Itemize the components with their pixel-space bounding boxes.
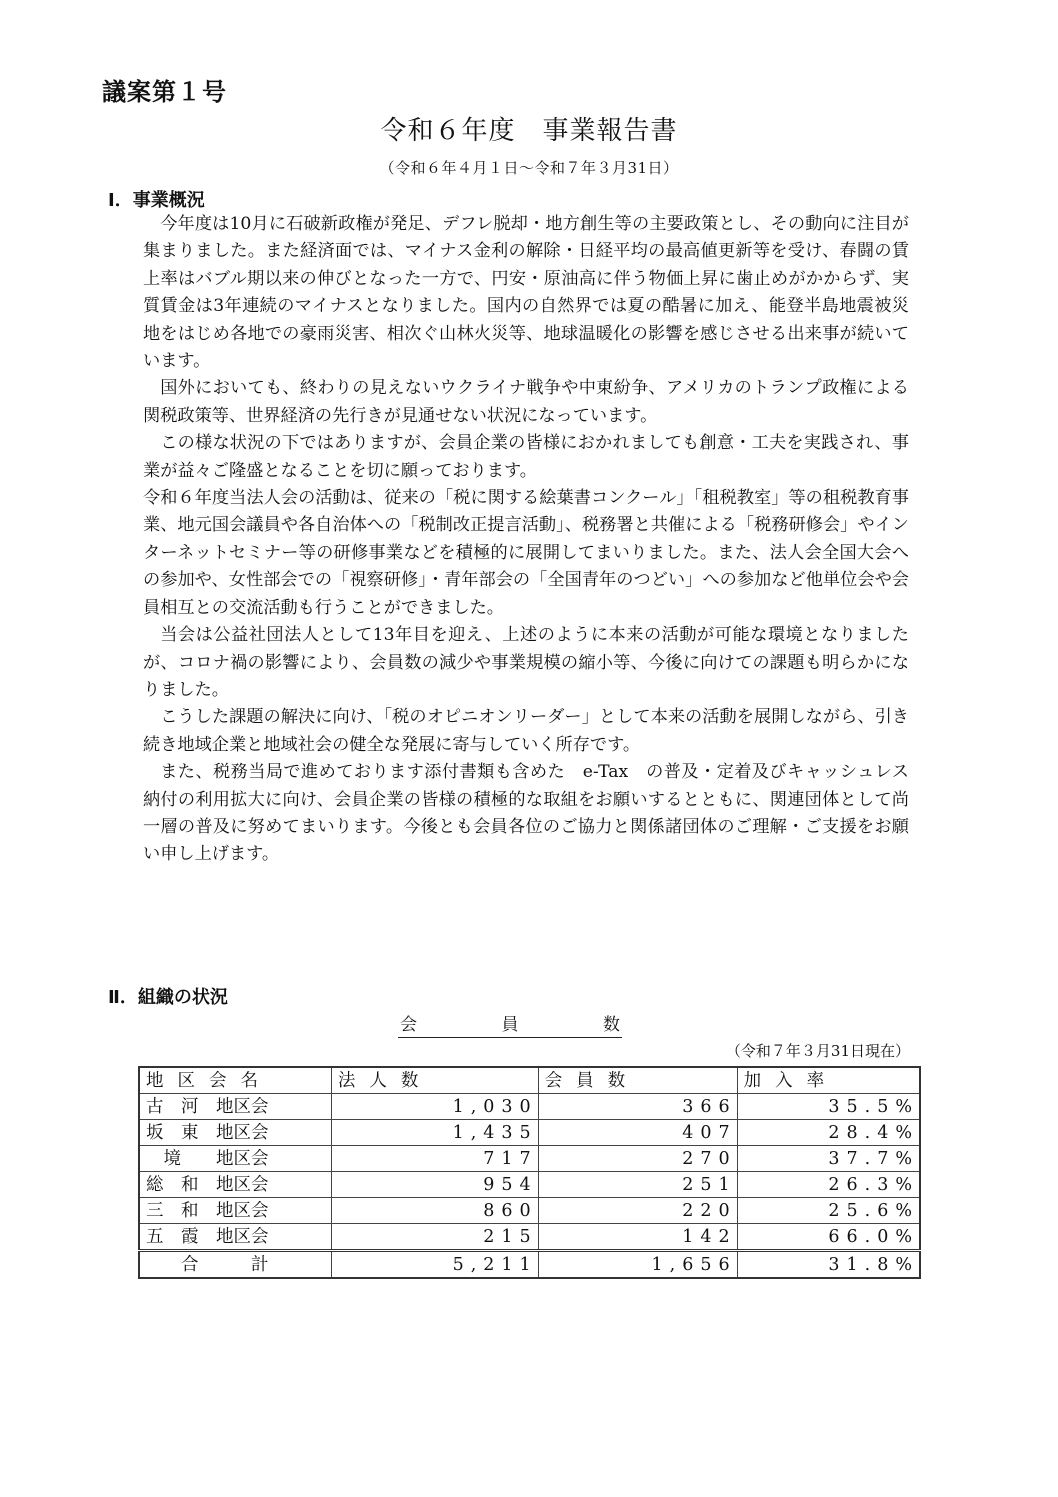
district-name: 五 霞 地区会: [139, 1224, 331, 1251]
members-count: 270: [538, 1146, 737, 1172]
membership-rate: 66.0%: [737, 1224, 920, 1251]
corporations-count: 860: [331, 1198, 538, 1224]
total-members: 1,656: [538, 1251, 737, 1279]
paragraph: また、税務当局で進めております添付書類も含めた e-Tax の普及・定着及びキャッシュレス納付の利用拡大に向け、会員企業の皆様の積極的な取組をお願いするとともに、関連団体として尚一層の普及に努めてまいります。今後とも会員各位のご協力と関係諸団体のご理解・ご支援をお願い申し上げます。: [143, 762, 909, 865]
district-name: 境 地区会: [139, 1146, 331, 1172]
header-corporations: 法人数: [331, 1067, 538, 1094]
membership-rate: 26.3%: [737, 1172, 920, 1198]
corporations-count: 215: [331, 1224, 538, 1251]
corporations-count: 1,030: [331, 1094, 538, 1120]
table-row: [139, 1094, 920, 1120]
corporations-count: 954: [331, 1172, 538, 1198]
table-row: [139, 1146, 920, 1172]
as-of-date: （令和７年３月31日現在）: [725, 1042, 910, 1060]
paragraph: 当会は公益社団法人として13年目を迎え、上述のように本来の活動が可能な環境となりましたが、コロナ禍の影響により、会員数の減少や事業規模の縮小等、今後に向けての課題も明らかになりました。: [143, 625, 909, 700]
report-period: （令和６年４月１日～令和７年３月31日）: [379, 159, 679, 177]
header-district: 地区会名: [139, 1067, 331, 1094]
district-name: 三 和 地区会: [139, 1198, 331, 1224]
district-name: 古 河 地区会: [139, 1094, 331, 1120]
membership-rate: 37.7%: [737, 1146, 920, 1172]
district-name: 総 和 地区会: [139, 1172, 331, 1198]
table-row: [139, 1172, 920, 1198]
section-heading-organization: Ⅱ．組織の状況: [108, 987, 228, 1008]
corporations-count: 1,435: [331, 1120, 538, 1146]
table-row: [139, 1224, 920, 1251]
table-row: [139, 1120, 920, 1146]
header-rate: 加入率: [737, 1067, 920, 1094]
agenda-number: 議案第１号: [102, 78, 227, 106]
table-title: [398, 1010, 622, 1038]
section-heading-business-overview: Ⅰ．事業概況: [108, 190, 205, 211]
paragraph: 令和６年度当法人会の活動は、従来の「税に関する絵葉書コンクール」「租税教室」等の租税教育事業、地元国会議員や各自治体への「税制改正提言活動」、税務署と共催による「税務研修会」やインターネットセミナー等の研修事業などを積極的に展開してまいりました。また、法人会全国大会への参加や、女性部会での「視察研修」・青年部会の「全国青年のつどい」への参加など他単位会や会員相互との交流活動も行うことができました。: [143, 488, 909, 618]
members-count: 251: [538, 1172, 737, 1198]
business-overview-body: [143, 211, 909, 869]
table-total-row: [139, 1251, 920, 1279]
paragraph: 今年度は10月に石破新政権が発足、デフレ脱却・地方創生等の主要政策とし、その動向に注目が集まりました。また経済面では、マイナス金利の解除・日経平均の最高値更新等を受け、春闘の賃上率はバブル期以来の伸びとなった一方で、円安・原油高に伴う物価上昇に歯止めがかからず、実質賃金は3年連続のマイナスとなりました。国内の自然界では夏の酷暑に加え、能登半島地震被災地をはじめ各地での豪雨災害、相次ぐ山林火災等、地球温暖化の影響を感じさせる出来事が続いています。: [143, 214, 909, 372]
district-name: 坂 東 地区会: [139, 1120, 331, 1146]
table-row: [139, 1198, 920, 1224]
header-members: 会員数: [538, 1067, 737, 1094]
members-count: 220: [538, 1198, 737, 1224]
paragraph: こうした課題の解決に向け、「税のオピニオンリーダー」として本来の活動を展開しながら、引き続き地域企業と地域社会の健全な発展に寄与していく所存です。: [143, 707, 909, 755]
table-header-row: [139, 1067, 920, 1094]
membership-table: [138, 1066, 921, 1279]
paragraph: 国外においても、終わりの見えないウクライナ戦争や中東紛争、アメリカのトランプ政権による関税政策等、世界経済の先行きが見通せない状況になっています。: [143, 378, 909, 426]
table-title-char: 数: [603, 1015, 620, 1035]
membership-rate: 28.4%: [737, 1120, 920, 1146]
paragraph: この様な状況の下ではありますが、会員企業の皆様におかれましても創意・工夫を実践され、事業が益々ご隆盛となることを切に願っております。: [143, 433, 909, 481]
table-title-char: 員: [501, 1015, 519, 1035]
document-title: 令和６年度 事業報告書: [380, 116, 678, 146]
membership-rate: 25.6%: [737, 1198, 920, 1224]
members-count: 407: [538, 1120, 737, 1146]
table-title-char: 会: [400, 1015, 417, 1035]
total-rate: 31.8%: [737, 1251, 920, 1279]
total-corporations: 5,211: [331, 1251, 538, 1279]
membership-rate: 35.5%: [737, 1094, 920, 1120]
members-count: 366: [538, 1094, 737, 1120]
total-label: 合 計: [139, 1251, 331, 1279]
members-count: 142: [538, 1224, 737, 1251]
corporations-count: 717: [331, 1146, 538, 1172]
